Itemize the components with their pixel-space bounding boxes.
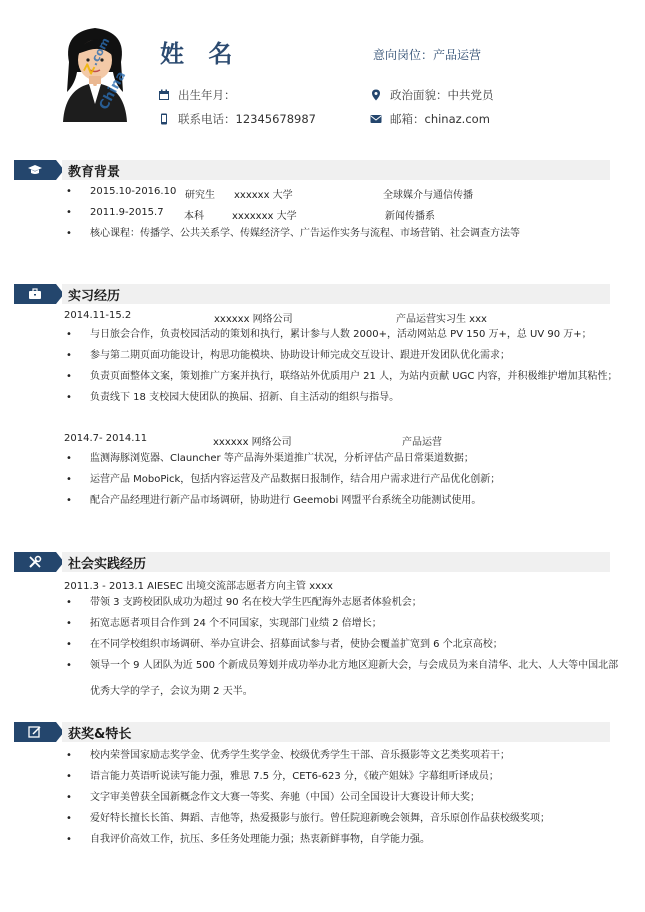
list-item: • 文字审美曾获全国新概念作文大赛一等奖、奔驰（中国）公司全国设计大赛设计师大奖； (90, 787, 480, 808)
list-item: • 带领 3 支跨校团队成功为超过 90 名在校大学生匹配海外志愿者体验机会； (90, 592, 422, 613)
phone-label: 联系电话： (178, 112, 236, 126)
list-item: • 与日旅会合作，负责校园活动的策划和执行，累计参与人数 2000+，活动网站总 PV 150 万+，总 UV 90 万+； (90, 324, 592, 345)
practice-header: 2011.3 - 2013.1 AIESEC 出境交流部志愿者方向主管 xxxx (64, 581, 333, 592)
list-item: • 自我评价高效工作，抗压、多任务处理能力强；热衷新鲜事物，自学能力强。 (90, 829, 430, 850)
section-header (14, 722, 610, 742)
education-row (90, 202, 164, 223)
job-company: xxxxxx 网络公司 (213, 437, 292, 448)
birth-date-label: 出生年月： (178, 88, 236, 102)
edu-date: 2015.10-2016.10 (90, 186, 177, 197)
envelope-icon (370, 113, 382, 125)
edu-degree: 本科 (184, 211, 204, 222)
list-item-continuation: 优秀大学的学子，会议为期 2 天半。 (90, 686, 253, 697)
phone-row (158, 111, 316, 127)
location-pin-icon (370, 89, 382, 101)
job-company: xxxxxx 网络公司 (214, 314, 293, 325)
section-header (14, 160, 610, 180)
job-role: 产品运营实习生 xxx (396, 314, 487, 325)
list-item: • 拓宽志愿者项目合作到 24 个不同国家，实现部门业绩 2 倍增长； (90, 613, 382, 634)
svg-text:China: China (96, 68, 130, 113)
section-title: 实习经历 (68, 289, 121, 304)
edu-degree: 研究生 (185, 190, 215, 201)
calendar-icon (158, 89, 170, 101)
graduation-cap-icon (28, 163, 42, 177)
job-date: 2014.11-15.2 (64, 310, 132, 321)
edu-school: xxxxxxx 大学 (232, 211, 297, 222)
chinaz-logo (70, 30, 140, 115)
internship-section (14, 284, 610, 304)
politics-value: 中共党员 (447, 88, 494, 102)
tools-icon (28, 555, 42, 569)
edu-date: 2011.9-2015.7 (90, 207, 164, 218)
briefcase-icon (28, 287, 42, 301)
edu-major: 全球媒介与通信传播 (383, 190, 473, 201)
edu-major: 新闻传播系 (385, 211, 435, 222)
mobile-phone-icon (158, 113, 170, 125)
section-title: 获奖&特长 (68, 727, 132, 742)
politics-row (370, 87, 494, 103)
list-item: • 配合产品经理进行新产品市场调研，协助进行 Geemobi 网盟平台系统全功能测试使用。 (90, 490, 481, 511)
list-item: • 参与第二期页面功能设计，构思功能模块、协助设计师完成交互设计、跟进开发团队优化需求； (90, 345, 510, 366)
list-item: • 校内荣誉国家励志奖学金、优秀学生奖学金、校级优秀学生干部、音乐摄影等文艺类奖项若干； (90, 745, 510, 766)
list-item: • 语言能力英语听说读写能力强，雅思 7.5 分，CET6-623 分，《破产姐妹》字幕组听译成员； (90, 766, 499, 787)
email-label: 邮箱： (390, 112, 425, 126)
job-date: 2014.7- 2014.11 (64, 433, 148, 444)
target-position: 意向岗位：产品运营 (373, 48, 482, 62)
job-role: 产品运营 (402, 437, 442, 448)
list-item: • 在不同学校组织市场调研、举办宣讲会、招募面试参与者，使协会覆盖扩宽到 6 个北京高校； (90, 634, 503, 655)
svg-text:Z: Z (81, 61, 100, 78)
list-item: • 负责页面整体文案，策划推广方案并执行，联络站外优质用户 21 人，为站内贡献 UGC 内容，并积极维护增加其粘性； (90, 366, 618, 387)
core-courses: • 核心课程：传播学、公共关系学、传媒经济学、广告运作实务与流程、市场营销、社会调查方法等 (90, 223, 520, 244)
section-header (14, 552, 610, 572)
email-value: chinaz.com (424, 112, 490, 126)
list-item: • 爱好特长擅长长笛、舞蹈、吉他等，热爱摄影与旅行。曾任院迎新晚会领舞，音乐原创作品获校级奖项； (90, 808, 550, 829)
list-item: • 领导一个 9 人团队为近 500 个新成员筹划并成功举办北方地区迎新大会，与会成员为来自清华、北大、人大等中国北部 (90, 655, 618, 676)
list-item: • 监测海豚浏览器、Clauncher 等产品海外渠道推广状况，分析评估产品日常渠道数据； (90, 448, 474, 469)
edit-icon (28, 725, 42, 739)
section-header (14, 284, 610, 304)
education-section (14, 160, 610, 180)
politics-label: 政治面貌： (390, 88, 448, 102)
awards-section (14, 722, 610, 742)
list-item: • 负责线下 18 支校园大使团队的换届、招新、自主活动的组织与指导。 (90, 387, 399, 408)
edu-school: xxxxxx 大学 (234, 190, 293, 201)
phone-value: 12345678987 (235, 112, 316, 126)
section-title: 教育背景 (68, 165, 121, 180)
candidate-name: 姓 名 (160, 40, 241, 68)
birth-date-row (158, 87, 236, 103)
list-item: • 运营产品 MoboPick，包括内容运营及产品数据日报制作，结合用户需求进行产品优化创新； (90, 469, 500, 490)
practice-section (14, 552, 610, 572)
email-row (370, 111, 490, 127)
svg-text:.com: .com (87, 35, 113, 68)
education-row (90, 181, 176, 202)
section-title: 社会实践经历 (68, 557, 147, 572)
